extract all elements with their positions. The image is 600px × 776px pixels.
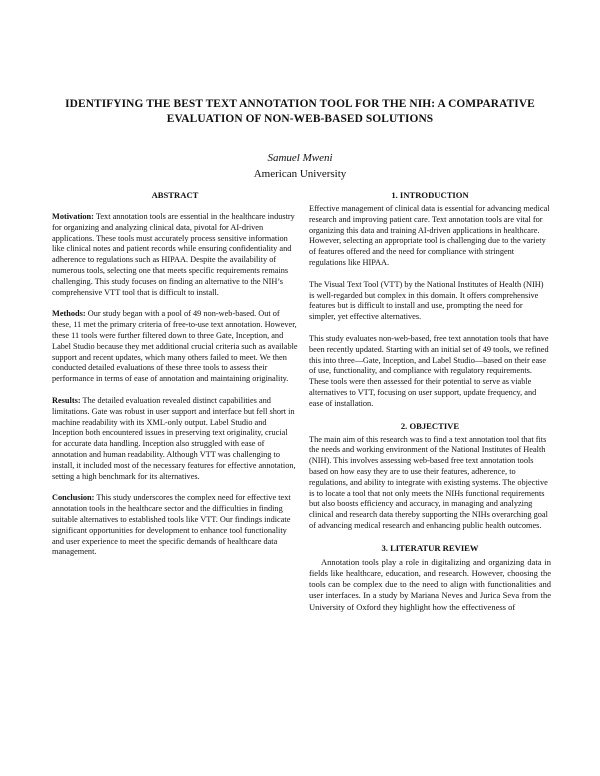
literature-paragraph: Annotation tools play a role in digitalizing and organizing data in fields like healthcare, education, and research. However, choosing the tools can be complex due to the need to align with functionalities and user interfaces. In a study by Mariana Neves and Jurica Seva from the University of Oxford they highlight how the effectiveness of — [309, 556, 551, 612]
methods-label: Methods: — [52, 309, 86, 319]
abstract-methods — [52, 309, 298, 385]
literature-heading: 3. LITERATUR REVIEW — [381, 542, 479, 553]
left-column — [52, 190, 298, 569]
abstract-results — [52, 396, 298, 482]
introduction-paragraph-3: This study evaluates non-web-based, free text annotation tools that have been recently updated. Starting with an initial set of 49 tools, we refined this into three—Gate, Inception, and Label Studio—based on their ease of use, functionality, and compliance with regulatory requirements. These tools were then assessed for their potential to serve as viable alternatives to VTT, focusing on user support, update frequency, and ease of installation. — [309, 333, 549, 408]
introduction-heading: 1. INTRODUCTION — [391, 190, 469, 200]
conclusion-text: This study underscores the complex need for effective text annotation tools in the healthcare sector and the difficulties in finding suitable alternatives to established tools like VTT. Our findings indicate significant opportunities for development to enhance tool functionality and user experience to meet the specific demands of healthcare data management. — [52, 493, 291, 557]
introduction-paragraph-1: Effective management of clinical data is essential for advancing medical research and improving patient care. Text annotation tools are vital for organizing this data and training AI-driven applications in healthcare. However, selecting an appropriate tool is challenging due to the variety of features offered and the need for compliance with stringent regulations like HIPAA. — [309, 204, 550, 267]
objective-heading: 2. OBJECTIVE — [400, 420, 460, 431]
abstract-motivation — [52, 212, 298, 298]
motivation-label: Motivation: — [52, 212, 94, 221]
conclusion-label: Conclusion: — [52, 493, 95, 503]
paper-title: IDENTIFYING THE BEST TEXT ANNOTATION TOOL FOR THE NIH: A COMPARATIVE EVALUATION OF NON-WEB-BASED SOLUTIONS — [65, 98, 535, 125]
results-label: Results: — [52, 395, 81, 405]
introduction-paragraph-2: The Visual Text Tool (VTT) by the National Institutes of Health (NIH) is well-regarded but complex in this domain. It offers comprehensive features but is difficult to install and use, prompting the need for simpler, yet effective alternatives. — [309, 279, 544, 322]
author-name: Samuel Mweni — [267, 152, 333, 164]
methods-text: Our study began with a pool of 49 non-web-based. Out of these, 11 met the primary criteria of free-to-use text annotation. However, these 11 tools were further filtered down to three Gate, Inception, and Label Studio because they met additional crucial criteria such as available support and recent updates, which many others failed to meet. We then conducted detailed evaluations of these three tools to assess their performance in terms of ease of annotation and maintaining originality. — [52, 309, 298, 384]
right-column — [309, 190, 551, 624]
results-text: The detailed evaluation revealed distinct capabilities and limitations. Gate was robust in user support and interface but fell short in machine readability with its XML-only output. Label Studio and Inception both encountered issues in preserving text originality, crucial for accurate data handling. Inception also struggled with ease of annotation and human readability. Although VTT was challenging to install, it included most of the necessary features for effective annotation, setting a high benchmark for its alternatives. — [52, 395, 296, 481]
author-affiliation: American University — [253, 168, 347, 180]
motivation-text: Text annotation tools are essential in the healthcare industry for organizing and analyzing clinical data, pivotal for AI-driven applications. These tools must accurately process sensitive information like clinical notes and patient records while ensuring confidentiality and adherence to regulations such as HIPAA. Despite the availability of numerous tools, selecting one that meets specific requirements remains challenging. This study focuses on finding an alternative to the NIH’s comprehensive VTT tool that is difficult to install. — [52, 212, 295, 297]
abstract-heading: ABSTRACT — [151, 190, 199, 200]
abstract-conclusion — [52, 493, 298, 558]
objective-paragraph: The main aim of this research was to find a text annotation tool that fits the needs and working environment of the National Institutes of Health (NIH). This involves assessing web-based free text annotation tools based on how easy they are to use their features, adherence, to regulations, and ability to integrate with existing systems. The objective is to locate a tool that not only meets the NIHs functional requirements but also boosts efficiency and accuracy, in managing and analyzing clinical and research data thereby supporting the NIHs overarching goal of advancing medical research and enhancing public health outcomes. — [309, 434, 548, 530]
